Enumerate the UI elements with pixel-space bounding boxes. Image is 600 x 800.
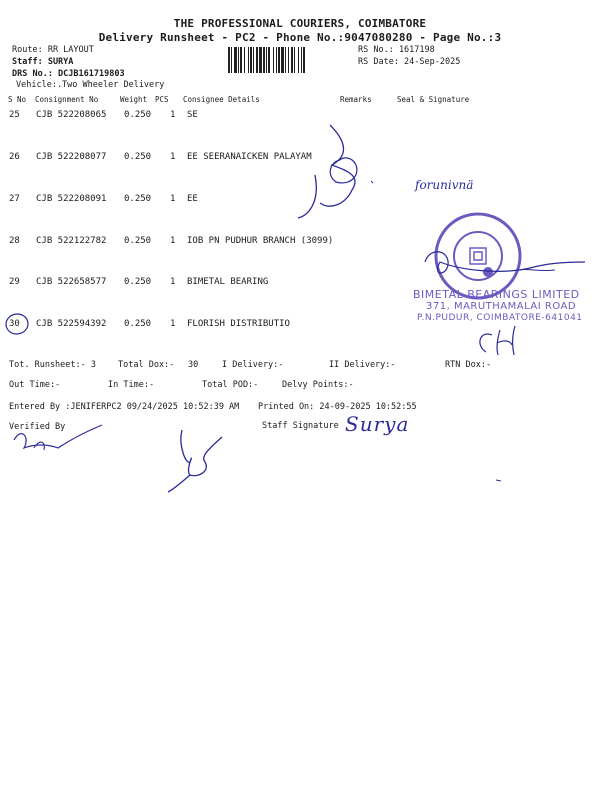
row-consignment: CJB 522658577 [36,277,107,287]
company-name: THE PROFESSIONAL COURIERS, COIMBATORE [173,17,427,30]
row-weight: 0.250 [124,319,152,329]
col-seal: Seal & Signature [397,95,470,104]
verified-signature-loop-icon [34,442,44,450]
stamp-ring-icon [436,214,520,298]
col-details: Consignee Details [183,95,260,104]
stamp-address-line2: P.N.PUDUR, COIMBATORE-641041 [417,313,583,323]
tick-mark-icon [371,181,373,183]
col-sno: S No [8,95,27,104]
row-details: IOB PN PUDHUR BRANCH (3099) [187,236,334,246]
total-dox-value: 30 [188,360,199,370]
row-consignment: CJB 522208065 [36,110,107,120]
rs-date: RS Date: 24-Sep-2025 [358,57,461,67]
row-sno: 29 [9,277,20,287]
row-sno: 27 [9,194,20,204]
row-weight: 0.250 [124,277,152,287]
row-sno: 25 [9,110,20,120]
in-time: In Time:- [108,380,155,390]
verified-by: Verified By [9,422,66,432]
total-pod: Total POD:- [202,380,259,390]
col-weight: Weight [120,95,148,104]
circle-mark-row-30 [5,313,30,336]
col-remarks: Remarks [340,95,372,104]
row-consignment: CJB 522208077 [36,152,107,162]
row-weight: 0.250 [124,110,152,120]
col-consignment: Consignment No [35,95,99,104]
rs-number: RS No.: 1617198 [358,45,435,55]
row-weight: 0.250 [124,152,152,162]
row-pcs: 1 [170,194,176,204]
handwritten-surya: Surya [345,412,410,436]
row-sno: 28 [9,236,20,246]
total-dox-label: Total Dox:- [118,360,175,370]
seal-signature-tail-icon [520,269,555,270]
handwritten-remark: forunivnä [415,178,474,192]
printed-on: Printed On: 24-09-2025 10:52:55 [258,402,417,412]
tot-runsheet: Tot. Runsheet:- 3 [9,360,96,370]
vehicle-label: Vehicle:.Two Wheeler Delivery [16,80,165,90]
staff-signature-label: Staff Signature [262,421,339,431]
small-dash-icon [496,480,501,481]
row-weight: 0.250 [124,194,152,204]
col-pcs: PCS [155,95,169,104]
staff-label: Staff: SURYA [12,57,74,67]
row-consignment: CJB 522594392 [36,319,107,329]
stamp-emblem-icon [470,248,486,264]
rtn-dox: RTN Dox:- [445,360,492,370]
i-delivery: I Delivery:- [222,360,284,370]
drs-number: DRS No.: DCJB161719803 [12,69,125,79]
row-consignment: CJB 522122782 [36,236,107,246]
route-label: Route: RR LAYOUT [12,45,94,55]
handwritten-mark-icon [298,125,355,218]
stamp-dot-icon [483,267,493,277]
stamp-company-name: BIMETAL BEARINGS LIMITED [413,288,580,301]
ii-delivery: II Delivery:- [329,360,396,370]
seal-signature-icon [425,252,585,273]
stamp-inner-ring-icon [454,232,502,280]
row-pcs: 1 [170,236,176,246]
row-details: EE [187,194,198,204]
row-pcs: 1 [170,152,176,162]
row-consignment: CJB 522208091 [36,194,107,204]
row-details: FLORISH DISTRIBUTIO [187,319,290,329]
row-sno: 30 [9,319,20,329]
runsheet-title: Delivery Runsheet - PC2 - Phone No.:9047080280 - Page No.:3 [98,31,502,44]
stamp-address-line1: 371, MARUTHAMALAI ROAD [426,301,577,312]
row-sno: 26 [9,152,20,162]
out-time: Out Time:- [9,380,61,390]
row-details: SE [187,110,198,120]
verified-signature-icon [14,425,102,448]
row-weight: 0.250 [124,236,152,246]
entered-by: Entered By :JENIFERPC2 09/24/2025 10:52:39 AM [9,402,240,412]
row-details: EE SEERANAICKEN PALAYAM [187,152,312,162]
ch-signature-icon [480,326,515,355]
row-pcs: 1 [170,110,176,120]
row-pcs: 1 [170,319,176,329]
row-details: BIMETAL BEARING [187,277,269,287]
delvy-points: Delvy Points:- [282,380,354,390]
row-pcs: 1 [170,277,176,287]
supervisor-signature-icon [168,430,222,492]
